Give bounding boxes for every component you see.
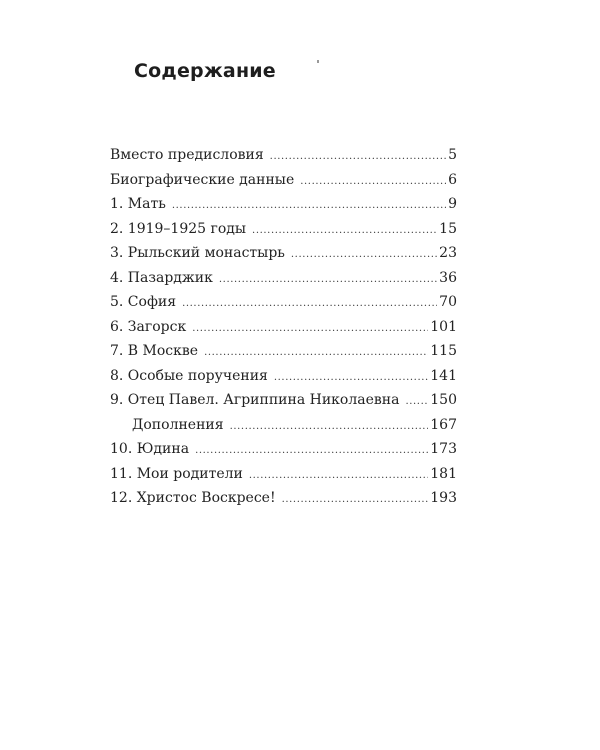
toc-entry-title: 5. София — [110, 294, 177, 310]
dot-leader — [300, 176, 446, 187]
dot-leader — [172, 200, 446, 211]
toc-entry[interactable] — [110, 368, 457, 393]
toc-entry-title: 7. В Москве — [110, 343, 199, 359]
toc-entry[interactable] — [110, 196, 457, 221]
page-title: Содержание — [134, 60, 276, 82]
dot-leader — [195, 445, 428, 456]
toc-entry-title: 2. 1919–1925 годы — [110, 220, 247, 237]
toc-entry-page: 115 — [430, 343, 457, 359]
toc-entry[interactable] — [110, 294, 457, 319]
toc-entry[interactable] — [110, 466, 457, 491]
toc-entry-page: 193 — [430, 490, 457, 506]
toc-entry[interactable] — [110, 343, 457, 368]
toc-entry[interactable] — [110, 221, 457, 246]
print-speck — [317, 60, 319, 63]
dot-leader — [249, 470, 428, 481]
dot-leader — [219, 274, 437, 285]
toc-entry-title: 12. Христос Воскресе! — [110, 490, 276, 506]
toc-entry-title: 4. Пазарджик — [110, 269, 213, 286]
toc-entry-title: 6. Загорск — [110, 318, 187, 335]
toc-entry-page: 70 — [439, 294, 457, 310]
toc-entry-page: 5 — [448, 147, 457, 163]
dot-leader — [405, 396, 428, 407]
toc-entry-page: 15 — [439, 220, 457, 237]
toc-entry[interactable] — [110, 417, 457, 442]
dot-leader — [182, 298, 437, 309]
dot-leader — [282, 494, 429, 505]
toc-entry[interactable] — [110, 245, 457, 270]
toc-entry-page: 36 — [439, 269, 457, 286]
dot-leader — [291, 249, 437, 260]
toc-entry-page: 150 — [430, 392, 457, 408]
toc-entry-title: 10. Юдина — [110, 441, 190, 457]
toc-entry[interactable] — [110, 147, 457, 172]
dot-leader — [230, 421, 429, 432]
toc-entry[interactable] — [110, 172, 457, 197]
toc-entry-title: Биографические данные — [110, 171, 295, 188]
toc-entry-title: 11. Мои родители — [110, 465, 243, 482]
toc-entry-page: 173 — [430, 441, 457, 457]
toc-entry-page: 9 — [448, 196, 457, 212]
toc-entry-title: Вместо предисловия — [110, 147, 264, 163]
toc-entry-page: 167 — [430, 416, 457, 433]
toc-entry[interactable] — [110, 392, 457, 417]
toc-entry-page: 6 — [448, 171, 457, 188]
dot-leader — [204, 347, 428, 358]
toc-entry[interactable] — [110, 490, 457, 515]
dot-leader — [270, 151, 446, 162]
toc-entry-title: 9. Отец Павел. Агриппина Николаевна — [110, 392, 400, 408]
toc-entry-page: 181 — [430, 465, 457, 482]
toc-entry[interactable] — [110, 441, 457, 466]
toc-entry[interactable] — [110, 319, 457, 344]
toc-entry-title: 1. Мать — [110, 196, 166, 212]
toc-entry-page: 23 — [439, 245, 457, 261]
toc-entry[interactable] — [110, 270, 457, 295]
dot-leader — [274, 372, 428, 383]
toc-entry-page: 101 — [430, 318, 457, 335]
toc-entry-title: Дополнения — [132, 416, 224, 433]
toc-entry-title: 3. Рыльский монастырь — [110, 245, 285, 261]
table-of-contents — [110, 147, 457, 515]
dot-leader — [252, 225, 437, 236]
toc-entry-page: 141 — [430, 367, 457, 384]
dot-leader — [192, 323, 428, 334]
toc-entry-title: 8. Особые поручения — [110, 367, 268, 384]
